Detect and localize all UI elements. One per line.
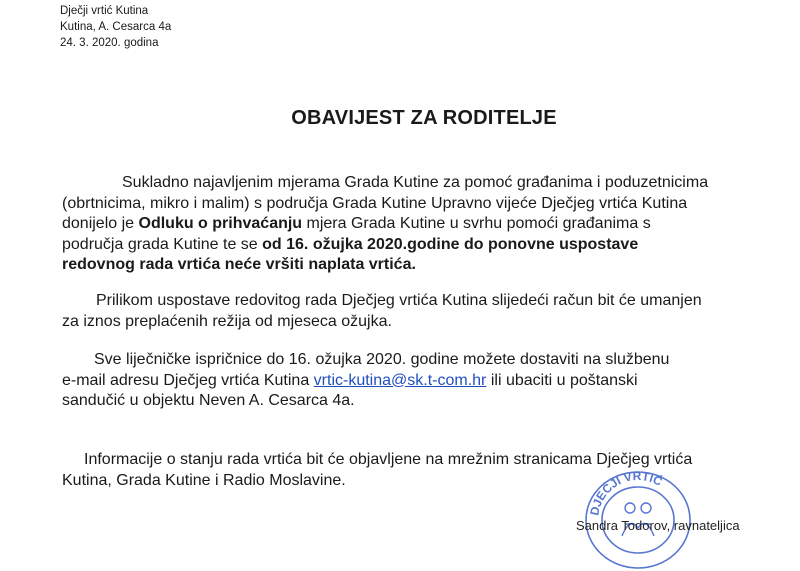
p3-line-2-b: ili ubaciti u poštanski [486,371,638,389]
p1-line-3-c: mjera Grada Kutine u svrhu pomoći građanima s [302,215,651,232]
stamp-text-path: DJEČJI VRTIĆ [587,468,665,517]
signature: Sandra Todorov, ravnateljica [576,518,740,533]
p3-line-3: sandučić u objektu Neven A. Cesarca 4a. [62,392,355,409]
p4-line-1: Informacije o stanju rada vrtića bit će objavljene na mrežnim stranicama Dječjeg vrtića [84,451,693,468]
letter-header [60,3,171,51]
p1-line-3 [62,214,762,235]
p1-line-1: Sukladno najavljenim mjerama Grada Kutine za pomoć građanima i poduzetnicima [122,174,709,191]
paragraph-3 [62,350,762,412]
paragraph-1 [62,173,762,276]
p1-line-2: (obrtnicima, mikro i malim) s područja Grada Kutine Upravno vijeće Dječjeg vrtića Kutina [62,194,688,212]
p1-line-3-a: donijelo je [62,215,139,232]
email-link[interactable]: vrtic-kutina@sk.t-com.hr [313,371,487,389]
decision-title: Odluku o prihvaćanju [138,215,303,232]
letter-date: 24. 3. 2020. godina [60,37,159,49]
kindergarten-stamp [578,458,698,570]
p3-line-1: Sve liječničke ispričnice do 16. ožujka 2020. godine možete dostaviti na službenu [94,351,670,368]
p1-line-4-bold: od 16. ožujka 2020.godine do ponovne uspostave [262,235,639,253]
p4-line-2: Kutina, Grada Kutine i Radio Moslavine. [62,471,346,489]
sender-name: Dječji vrtić Kutina [60,5,149,17]
p3-line-2 [62,371,762,392]
p2-line-2: za iznos preplaćenih režija od mjeseca ožujka. [62,312,392,330]
stamp-text [587,469,665,517]
p1-line-5 [62,255,762,276]
p1-line-4 [62,235,762,256]
paragraph-2 [62,291,762,332]
p2-line-1: Prilikom uspostave redovitog rada Dječjeg vrtića Kutina slijedeći račun bit će umanjen [96,292,702,309]
p1-line-4-a: područja grada Kutine te se [62,235,263,253]
sender-address: Kutina, A. Cesarca 4a [60,21,172,33]
p3-line-2-a: e-mail adresu Dječjeg vrtića Kutina [62,371,314,389]
document-title: OBAVIJEST ZA RODITELJE [291,107,557,129]
p1-line-5-bold: redovnog rada vrtića neće vršiti naplata vrtića. [62,256,416,273]
